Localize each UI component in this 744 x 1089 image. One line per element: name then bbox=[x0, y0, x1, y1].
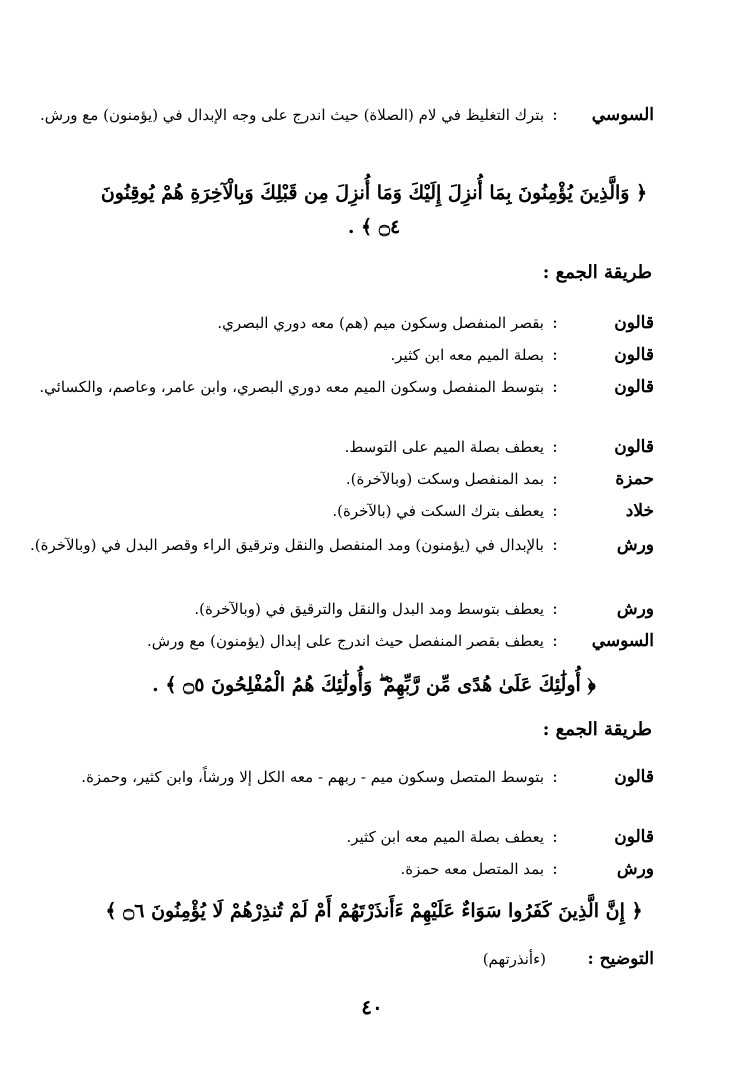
entry-text: بالإبدال في (يؤمنون) ومد المنفصل والنقل وترقيق الراء وقصر البدل في (وبالآخرة). bbox=[30, 536, 544, 554]
section-heading: طريقة الجمع : bbox=[542, 719, 652, 740]
entry-row bbox=[24, 464, 654, 494]
reader-label: قالون bbox=[614, 767, 654, 787]
entry-text: يعطف بتوسط ومد البدل والنقل والترقيق في (وبالآخرة). bbox=[194, 600, 544, 618]
reader-label: قالون bbox=[614, 437, 654, 457]
entry-row bbox=[24, 626, 654, 656]
reader-label: قالون bbox=[614, 345, 654, 365]
reader-label: خلاد bbox=[625, 501, 654, 521]
reader-label: السوسي bbox=[591, 105, 654, 125]
entry-text: بمد المتصل معه حمزة. bbox=[400, 860, 544, 878]
reader-label: حمزة bbox=[615, 469, 654, 489]
entry-row bbox=[24, 854, 654, 884]
entry-text: بتوسط المتصل وسكون ميم - ربهم - معه الكل إلا ورشاً، وابن كثير، وحمزة. bbox=[81, 768, 544, 786]
entry-row bbox=[24, 762, 654, 822]
colon: : bbox=[552, 377, 558, 397]
entry-text: بمد المنفصل وسكت (وبالآخرة). bbox=[345, 470, 544, 488]
reader-label: السوسي bbox=[591, 631, 654, 651]
colon: : bbox=[552, 599, 558, 619]
colon: : bbox=[552, 827, 558, 847]
entry-row bbox=[24, 372, 654, 432]
entry-row bbox=[24, 308, 654, 338]
colon: : bbox=[552, 501, 558, 521]
entry-row bbox=[24, 530, 654, 590]
entry-row bbox=[24, 432, 654, 462]
explanation-label: التوضيح : bbox=[587, 949, 654, 969]
ayah-5: ﴿ أُولَٰئِكَ عَلَىٰ هُدًى مِّن رَّبِّهِمْ ۖ وَأُولَٰئِكَ هُمُ الْمُفْلِحُونَ ۝٥ ﴾ . bbox=[152, 674, 596, 696]
ayah-6: ﴿ إِنَّ الَّذِينَ كَفَرُوا سَوَاءٌ عَلَيْهِمْ ءَأَنذَرْتَهُمْ أَمْ لَمْ تُنذِرْهُمْ لَا يُؤْمِنُونَ ۝٦ ﴾ bbox=[105, 900, 643, 922]
ayah-4: ﴿ وَالَّذِينَ يُؤْمِنُونَ بِمَا أُنزِلَ إِلَيْكَ وَمَا أُنزِلَ مِن قَبْلِكَ وَبِالْآخِرَةِ هُمْ يُوقِنُونَ ۝٤ ﴾ . bbox=[100, 182, 648, 238]
entry-row bbox=[24, 340, 654, 370]
entry-row bbox=[24, 822, 654, 852]
reader-label: ورش bbox=[616, 859, 654, 879]
reader-label: ورش bbox=[616, 599, 654, 619]
reader-label: قالون bbox=[614, 377, 654, 397]
colon: : bbox=[552, 437, 558, 457]
entry-text: يعطف بصلة الميم معه ابن كثير. bbox=[346, 828, 544, 846]
section-heading: طريقة الجمع : bbox=[542, 262, 652, 283]
page-number: ٤٠ bbox=[361, 995, 383, 1019]
reader-label: قالون bbox=[614, 827, 654, 847]
colon: : bbox=[552, 859, 558, 879]
sousi-note bbox=[24, 100, 654, 162]
entry-text: بقصر المنفصل وسكون ميم (هم) معه دوري البصري. bbox=[217, 314, 544, 332]
colon: : bbox=[552, 105, 558, 125]
reader-label: قالون bbox=[614, 313, 654, 333]
entry-text: يعطف بصلة الميم على التوسط. bbox=[344, 438, 544, 456]
entry-text: بتوسط المنفصل وسكون الميم معه دوري البصري، وابن عامر، وعاصم، والكسائي. bbox=[39, 378, 544, 396]
entry-row bbox=[24, 594, 654, 624]
entry-row bbox=[24, 496, 654, 526]
colon: : bbox=[552, 767, 558, 787]
colon: : bbox=[552, 345, 558, 365]
colon: : bbox=[552, 631, 558, 651]
colon: : bbox=[552, 535, 558, 555]
colon: : bbox=[552, 313, 558, 333]
reader-label: ورش bbox=[616, 535, 654, 555]
colon: : bbox=[552, 469, 558, 489]
entry-text: يعطف بقصر المنفصل حيث اندرج على إبدال (يؤمنون) مع ورش. bbox=[146, 632, 544, 650]
explanation-row bbox=[24, 944, 654, 974]
explanation-text: (ءأنذرتهم) bbox=[482, 950, 546, 968]
note-text: بترك التغليظ في لام (الصلاة) حيث اندرج على وجه الإبدال في (يؤمنون) مع ورش. bbox=[39, 106, 544, 124]
entry-text: يعطف بترك السكت في (بالآخرة). bbox=[332, 502, 544, 520]
entry-text: بصلة الميم معه ابن كثير. bbox=[390, 346, 544, 364]
